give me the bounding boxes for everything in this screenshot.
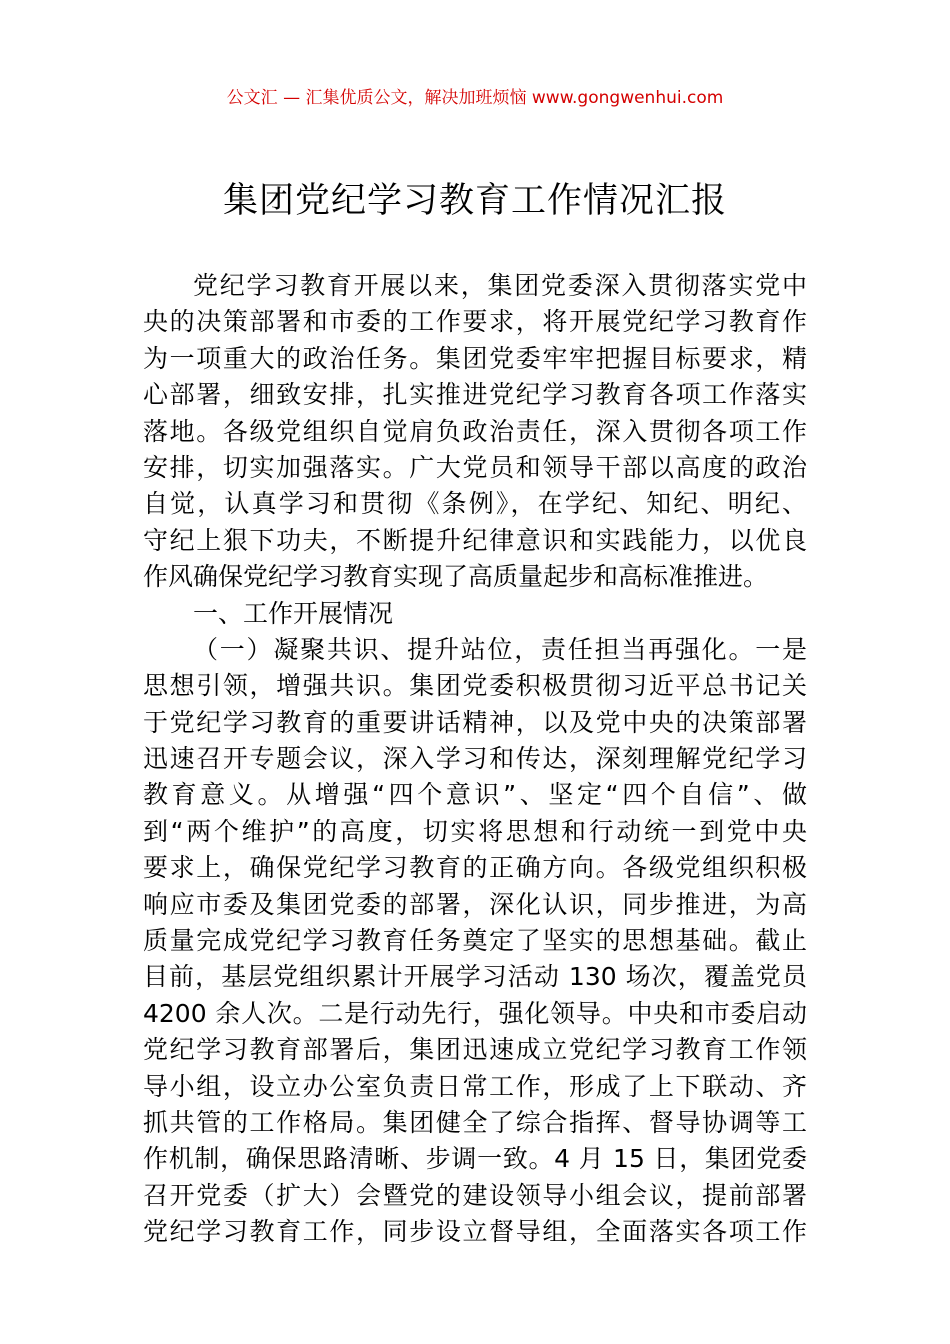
body-line: 落地。各级党组织自觉肩负政治责任，深入贯彻各项工作 [143,416,807,446]
body-line: 心部署，细致安排，扎实推进党纪学习教育各项工作落实 [143,380,807,410]
body-line: 自觉，认真学习和贯彻《条例》，在学纪、知纪、明纪、 [143,489,807,519]
body-line: （一）凝聚共识、提升站位，责任担当再强化。一是 [193,634,807,664]
body-line: 到“两个维护”的高度，切实将思想和行动统一到党中央 [143,816,807,846]
body-line: 要求上，确保党纪学习教育的正确方向。各级党组织积极 [143,853,807,883]
body-line: 安排，切实加强落实。广大党员和领导干部以高度的政治 [143,452,807,482]
watermark-banner: 公文汇 — 汇集优质公文，解决加班烦恼 www.gongwenhui.com [226,88,724,108]
document-title: 集团党纪学习教育工作情况汇报 [222,181,727,221]
body-line: 党纪学习教育工作，同步设立督导组，全面落实各项工作 [143,1217,807,1247]
body-line: 守纪上狠下功夫，不断提升纪律意识和实践能力，以优良 [143,525,807,555]
body-line: 目前，基层党组织累计开展学习活动 130 场次，覆盖党员 [143,962,807,992]
body-line: 为一项重大的政治任务。集团党委牢牢把握目标要求，精 [143,343,807,373]
body-line: 迅速召开专题会议，深入学习和传达，深刻理解党纪学习 [143,744,807,774]
body-line: 质量完成党纪学习教育任务奠定了坚实的思想基础。截止 [143,926,807,956]
body-line: 4200 余人次。二是行动先行，强化领导。中央和市委启动 [143,998,807,1028]
body-line: 党纪学习教育开展以来，集团党委深入贯彻落实党中 [193,271,807,300]
body-line: 思想引领，增强共识。集团党委积极贯彻习近平总书记关 [143,671,807,701]
body-line: 党纪学习教育部署后，集团迅速成立党纪学习教育工作领 [143,1035,807,1065]
document-body [143,268,807,1251]
body-line: 教育意义。从增强“四个意识”、坚定“四个自信”、做 [143,780,807,810]
body-line: 召开党委（扩大）会暨党的建设领导小组会议，提前部署 [143,1180,807,1210]
section-heading: 一、工作开展情况 [193,598,394,628]
body-line: 抓共管的工作格局。集团健全了综合指挥、督导协调等工 [143,1107,807,1137]
body-line: 作机制，确保思路清晰、步调一致。4 月 15 日，集团党委 [143,1144,807,1174]
body-line: 于党纪学习教育的重要讲话精神，以及党中央的决策部署 [143,707,807,737]
body-line: 央的决策部署和市委的工作要求，将开展党纪学习教育作 [143,307,807,337]
body-line: 作风确保党纪学习教育实现了高质量起步和高标准推进。 [143,562,769,592]
body-line: 响应市委及集团党委的部署，深化认识，同步推进，为高 [143,889,807,919]
body-line: 导小组，设立办公室负责日常工作，形成了上下联动、齐 [143,1071,807,1101]
